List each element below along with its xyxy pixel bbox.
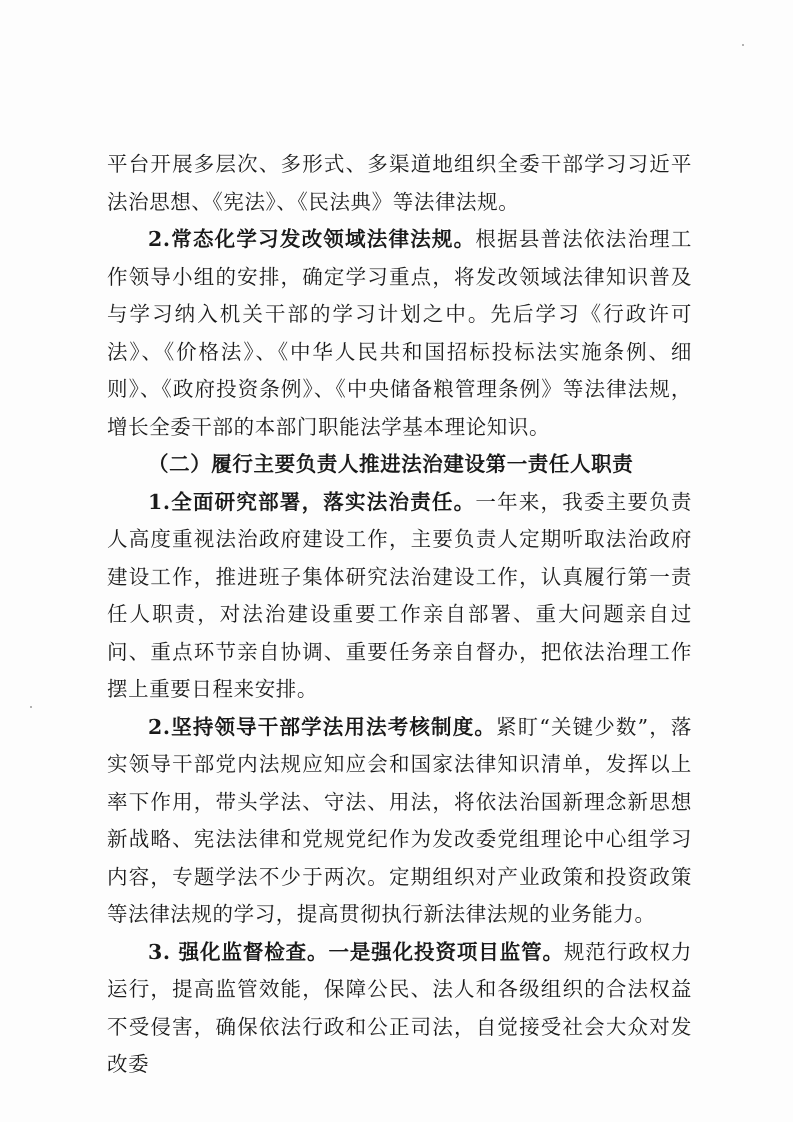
paragraph-4-text: 紧盯“关键少数”，落实领导干部党内法规应知应会和国家法律知识清单，发挥以上率下作用，带头学法、守法、用法，将依法治国新理念新思想新战略、宪法法律和党规党纪作为发改委党组理论中心组学习内容，专题学法不少于两次。定期组织对产业政策和投资政策等法律法规的学习，提高贯彻执行新法律法规的业务能力。 — [107, 714, 692, 926]
paragraph-3 — [107, 484, 692, 709]
paragraph-5 — [107, 934, 692, 1084]
paragraph-2 — [107, 221, 692, 446]
paragraph-4 — [107, 709, 692, 934]
section-heading: （二）履行主要负责人推进法治建设第一责任人职责 — [148, 452, 634, 476]
paragraph-2-lead: 2.常态化学习发改领域法律法规。 — [148, 227, 476, 251]
paragraph-3-lead: 1.全面研究部署，落实法治责任。 — [148, 489, 476, 514]
scan-speck — [30, 706, 32, 708]
paragraph-3-text: 一年来，我委主要负责人高度重视法治政府建设工作，主要负责人定期听取法治政府建设工作，推进班子集体研究法治建设工作，认真履行第一责任人职责，对法治建设重要工作亲自部署、重大问题亲自过问、重点环节亲自协调、重要任务亲自督办，把依法治理工作摆上重要日程来安排。 — [107, 489, 692, 701]
paragraph-5-lead: 3. 强化监督检查。一是强化投资项目监管。 — [148, 939, 564, 964]
paragraph-4-lead: 2.坚持领导干部学法用法考核制度。 — [148, 714, 497, 739]
paragraph-2-text: 根据县普法依法治理工作领导小组的安排，确定学习重点，将发改领域法律知识普及与学习纳入机关干部的学习计划之中。先后学习《行政许可法》、《价格法》、《中华人民共和国招标投标法实施条例、细则》、《政府投资条例》、《中央储备粮管理条例》等法律法规，增长全委干部的本部门职能法学基本理论知识。 — [107, 227, 692, 439]
scan-speck — [742, 44, 744, 46]
paragraph-1-text: 平台开展多层次、多形式、多渠道地组织全委干部学习习近平法治思想、《宪法》、《民法典》等法律法规。 — [107, 152, 692, 214]
paragraph-1 — [107, 146, 692, 221]
document-body — [107, 146, 692, 1084]
paragraph-5-text: 规范行政权力运行，提高监管效能，保障公民、法人和各级组织的合法权益不受侵害，确保依法行政和公正司法，自觉接受社会大众对发改委 — [107, 939, 693, 1076]
